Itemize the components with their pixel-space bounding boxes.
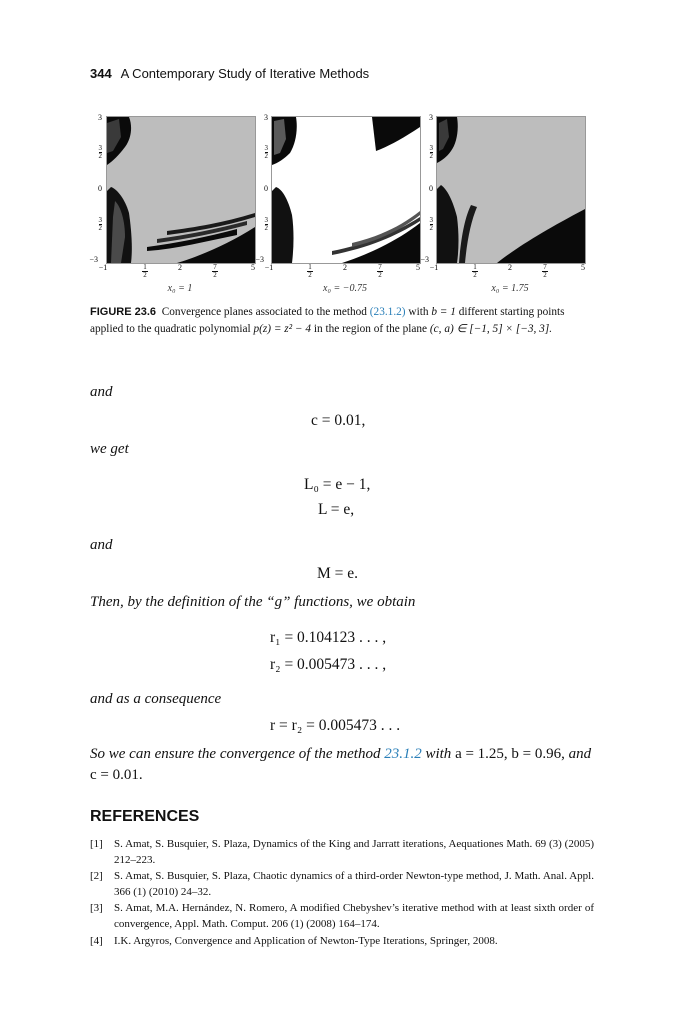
reference-item: [3] S. Amat, M.A. Hernández, N. Romero, A modified Chebyshev’s iterative method with at least sixth order of convergence, Appl. Math. Comput. 206 (1) (2008) 164–174. — [90, 902, 594, 930]
references-list — [90, 837, 594, 950]
y-tick-top: 3 — [264, 113, 268, 122]
x-tick-seven-half: 7 2 — [543, 263, 547, 279]
y-tick-zero: 0 — [98, 184, 102, 193]
y-tick-top-half: $\frac{3}{2}$ — [98, 144, 102, 160]
x-tick-half: 1 2 — [473, 263, 477, 279]
reference-item: [4] I.K. Argyros, Convergence and Application of Newton-Type Iterations, Springer, 2008. — [90, 934, 498, 947]
x-tick-two: 2 — [508, 263, 512, 272]
figure-caption: FIGURE 23.6 Convergence planes associated to the method (23.1.2) with b = 1 different starting points applied to the quadratic polynomial p(z) = z² − 4 in the region of the plane (c, a) ∈ [−1, 5] × [−3, 3]. — [90, 306, 565, 335]
x-tick-seven-half: 7 2 — [213, 263, 217, 279]
y-tick-top: 3 — [98, 113, 102, 122]
running-header — [90, 66, 369, 81]
equation-L: L = e, — [318, 501, 355, 518]
panel-caption-2: x₀ = −0.75 — [323, 283, 367, 294]
text-and: and — [90, 537, 113, 553]
y-tick-zero: 0 — [429, 184, 433, 193]
references-heading: REFERENCES — [90, 808, 200, 825]
x-tick-right: 5 — [581, 263, 585, 272]
reference-item: [1] S. Amat, S. Busquier, S. Plaza, Dynamics of the King and Jarratt iterations, Aequationes Math. 69 (3) (2005) 212–223. — [90, 838, 594, 866]
y-tick-top-half: $\frac{3}{2}$ — [264, 144, 268, 160]
text-we-get: we get — [90, 441, 129, 457]
y-tick-zero: 0 — [264, 184, 268, 193]
y-tick-bottom-half: $\frac{3}{2}$ — [264, 216, 268, 232]
equation-link[interactable]: (23.1.2) — [369, 306, 406, 318]
y-tick-bottom-half: $\frac{3}{2}$ — [429, 216, 433, 232]
convergence-plane-2 — [271, 116, 421, 264]
x-tick-half: 1 2 — [308, 263, 312, 279]
equation-r: r = r₂ = 0.005473 . . . — [270, 717, 401, 734]
x-tick-right: 5 — [416, 263, 420, 272]
y-tick-bottom: −3 — [420, 255, 429, 264]
text-and: and — [90, 384, 113, 400]
reference-item: [2] S. Amat, S. Busquier, S. Plaza, Chaotic dynamics of a third-order Newton-type method, J. Math. Anal. Appl. 366 (1) (2010) 24–32. — [90, 870, 594, 898]
equation-r2: r₂ = 0.005473 . . . , — [270, 656, 387, 673]
y-tick-top-half: $\frac{3}{2}$ — [429, 144, 433, 160]
equation-L0: L₀ = e − 1, — [304, 476, 371, 493]
x-tick-seven-half: 7 2 — [378, 263, 382, 279]
y-tick-bottom-half: $\frac{3}{2}$ — [98, 216, 102, 232]
figure-label: FIGURE 23.6 — [90, 306, 157, 318]
y-tick-bottom: −3 — [89, 255, 98, 264]
equation-link[interactable]: 23.1.2 — [384, 746, 422, 762]
x-tick-two: 2 — [178, 263, 182, 272]
x-tick-left: −1 — [264, 263, 274, 272]
panel-caption-3: x₀ = 1.75 — [491, 283, 529, 294]
x-tick-right: 5 — [251, 263, 255, 272]
equation-M: M = e. — [317, 565, 359, 582]
conclusion-paragraph: So we can ensure the convergence of the method 23.1.2 with a = 1.25, b = 0.96, and c = 0.01. — [90, 746, 592, 783]
text-then: Then, by the definition of the “g” functions, we obtain — [90, 594, 416, 610]
convergence-plane-1 — [106, 116, 256, 264]
convergence-plane-3 — [436, 116, 586, 264]
book-title: A Contemporary Study of Iterative Methods — [120, 66, 370, 81]
x-tick-left: −1 — [98, 263, 108, 272]
equation-c: c = 0.01, — [311, 412, 366, 429]
panel-caption-1: x₀ = 1 — [167, 283, 193, 294]
equation-r1: r₁ = 0.104123 . . . , — [270, 629, 387, 646]
x-tick-half: 1 2 — [143, 263, 147, 279]
x-tick-two: 2 — [343, 263, 347, 272]
y-tick-bottom: −3 — [255, 255, 264, 264]
y-tick-top: 3 — [429, 113, 433, 122]
text-consequence: and as a consequence — [90, 691, 222, 707]
x-tick-left: −1 — [429, 263, 439, 272]
page-number: 344 — [90, 66, 112, 81]
